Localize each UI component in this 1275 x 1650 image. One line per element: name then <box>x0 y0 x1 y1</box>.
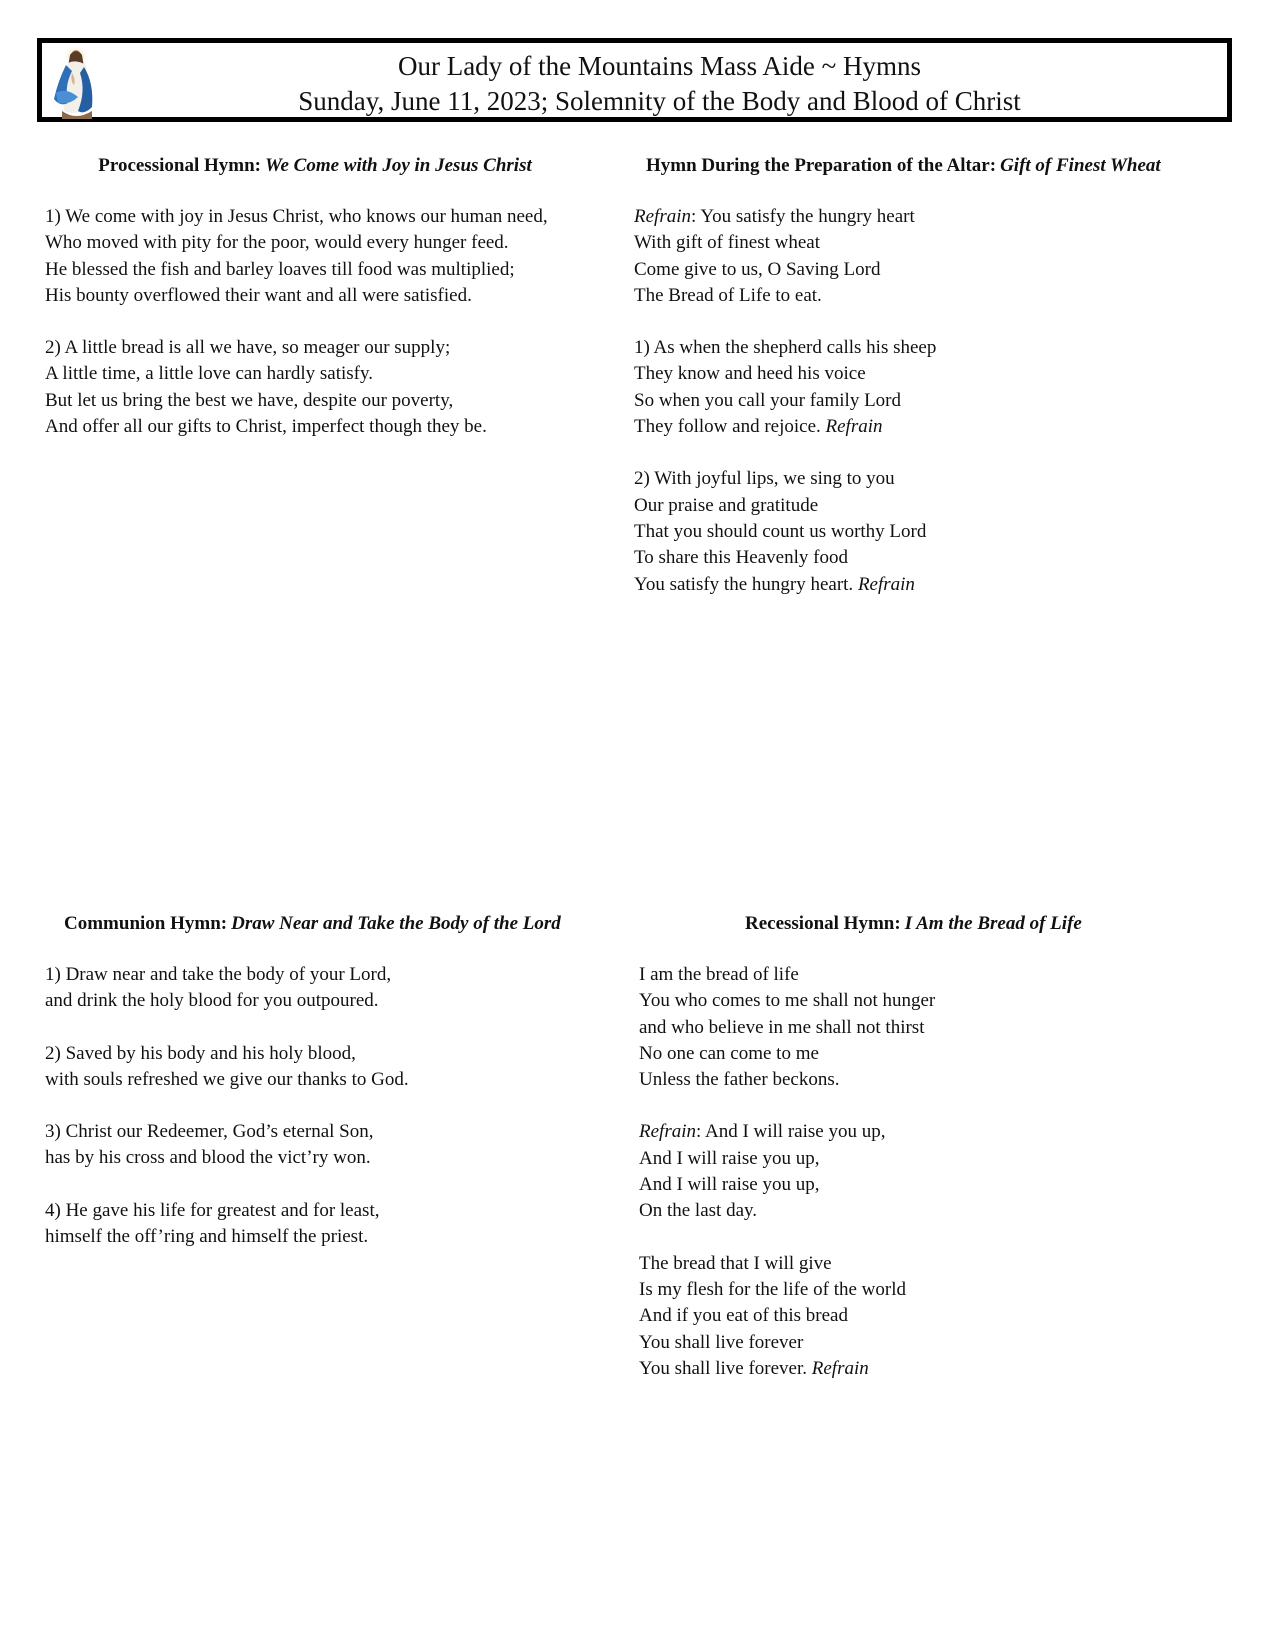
stanza <box>45 1119 625 1172</box>
lyric-line: The bread that I will give <box>639 1252 832 1274</box>
lyric-line: and drink the holy blood for you outpoured. <box>45 990 379 1012</box>
stanza <box>639 962 1219 1093</box>
communion-hymn-heading <box>45 912 625 936</box>
virgin-mary-statue-icon <box>48 45 100 121</box>
lyric-line: 1) Draw near and take the body of your Lord, <box>45 964 392 985</box>
lyric-line: So when you call your family Lord <box>634 389 902 411</box>
header-line-2: Sunday, June 11, 2023; Solemnity of the Body and Blood of Christ <box>298 86 1021 116</box>
lyric-line: They know and heed his voice <box>634 363 866 385</box>
stanza <box>45 1041 625 1094</box>
lyric-line: with souls refreshed we give our thanks to God. <box>45 1068 409 1090</box>
recessional-lyrics <box>639 962 1219 1382</box>
lyric-line: No one can come to me <box>639 1042 819 1064</box>
lyric-line <box>634 204 1219 230</box>
lyric-line: Is my flesh for the life of the world <box>639 1278 906 1300</box>
lyric-line: The Bread of Life to eat. <box>634 284 822 306</box>
processional-hymn-section <box>45 154 605 466</box>
lyric-line: And I will raise you up, <box>639 1147 820 1169</box>
lyric-line: You who comes to me shall not hunger <box>639 990 936 1012</box>
recessional-hymn-heading <box>639 912 1219 936</box>
lyric-line: 1) As when the shepherd calls his sheep <box>634 337 937 359</box>
preparation-hymn-section <box>634 154 1219 624</box>
lyric-line: 1) We come with joy in Jesus Christ, who knows our human need, <box>45 206 548 227</box>
lyric-line: On the last day. <box>639 1200 758 1222</box>
refrain-marker: Refrain <box>811 1357 869 1379</box>
stanza <box>45 1198 625 1251</box>
lyric-text: You shall live forever. <box>639 1357 812 1379</box>
lyric-line: has by his cross and blood the vict’ry won. <box>45 1147 371 1169</box>
lyric-line: Our praise and gratitude <box>634 494 819 516</box>
processional-hymn-heading <box>45 154 585 178</box>
header-line-1: Our Lady of the Mountains Mass Aide ~ Hymns <box>397 51 922 81</box>
header-title <box>102 49 1217 119</box>
refrain-stanza <box>639 1119 1219 1224</box>
lyric-line: 3) Christ our Redeemer, God’s eternal Son, <box>45 1121 374 1143</box>
hymn-label: Hymn During the Preparation of the Altar: <box>646 155 997 176</box>
hymn-title: I Am the Bread of Life <box>904 913 1082 934</box>
lyric-line: He blessed the fish and barley loaves till food was multiplied; <box>45 258 515 280</box>
stanza <box>639 1251 1219 1382</box>
lyric-line: You shall live forever <box>639 1331 804 1353</box>
hymn-title: Gift of Finest Wheat <box>1000 155 1161 176</box>
lyric-text: You satisfy the hungry heart. <box>634 573 858 595</box>
lyric-line: And offer all our gifts to Christ, imperfect though they be. <box>45 416 487 438</box>
preparation-lyrics <box>634 204 1219 598</box>
lyric-line: 2) A little bread is all we have, so meager our supply; <box>45 337 451 359</box>
hymn-label: Recessional Hymn: <box>745 913 901 934</box>
stanza <box>634 335 1219 440</box>
lyric-line: Who moved with pity for the poor, would every hunger feed. <box>45 232 509 254</box>
lyric-line: A little time, a little love can hardly satisfy. <box>45 363 374 385</box>
lyric-line: 2) Saved by his body and his holy blood, <box>45 1042 356 1064</box>
lyric-text: They follow and rejoice. <box>634 416 826 438</box>
lyric-text: : You satisfy the hungry heart <box>691 206 915 227</box>
stanza <box>45 204 605 309</box>
lyric-line <box>639 1119 1219 1145</box>
lyric-line: Unless the father beckons. <box>639 1069 840 1091</box>
lyric-line <box>639 1356 1219 1382</box>
lyric-line: 4) He gave his life for greatest and for least, <box>45 1199 380 1221</box>
lyric-line: And if you eat of this bread <box>639 1305 848 1327</box>
preparation-hymn-heading <box>634 154 1219 178</box>
refrain-marker: Refrain <box>634 206 691 227</box>
refrain-marker: Refrain <box>825 416 883 438</box>
lyric-line: and who believe in me shall not thirst <box>639 1016 925 1038</box>
lyric-line <box>634 414 1219 440</box>
lyric-line: His bounty overflowed their want and all were satisfied. <box>45 284 472 306</box>
lyric-line: But let us bring the best we have, despite our poverty, <box>45 389 454 411</box>
processional-lyrics <box>45 204 605 440</box>
recessional-hymn-section <box>639 912 1219 1408</box>
lyric-line: Come give to us, O Saving Lord <box>634 258 881 280</box>
communion-lyrics <box>45 962 625 1250</box>
communion-hymn-section <box>45 912 625 1276</box>
stanza <box>634 466 1219 597</box>
stanza <box>45 962 625 1015</box>
refrain-marker: Refrain <box>857 573 915 595</box>
lyric-text: : And I will raise you up, <box>696 1121 886 1143</box>
hymn-title: We Come with Joy in Jesus Christ <box>264 155 532 176</box>
refrain-marker: Refrain <box>639 1121 696 1143</box>
header-box <box>37 38 1232 122</box>
hymn-title: Draw Near and Take the Body of the Lord <box>231 913 561 934</box>
refrain-stanza <box>634 204 1219 309</box>
stanza <box>45 335 605 440</box>
lyric-line: And I will raise you up, <box>639 1174 820 1196</box>
lyric-line: To share this Heavenly food <box>634 547 848 569</box>
lyric-line: 2) With joyful lips, we sing to you <box>634 468 895 490</box>
lyric-line: With gift of finest wheat <box>634 232 821 254</box>
lyric-line: himself the off’ring and himself the priest. <box>45 1226 369 1248</box>
lyric-line: That you should count us worthy Lord <box>634 520 927 542</box>
hymn-label: Processional Hymn: <box>98 155 261 176</box>
lyric-line <box>634 572 1219 598</box>
lyric-line: I am the bread of life <box>639 964 799 985</box>
hymn-label: Communion Hymn: <box>64 913 228 934</box>
